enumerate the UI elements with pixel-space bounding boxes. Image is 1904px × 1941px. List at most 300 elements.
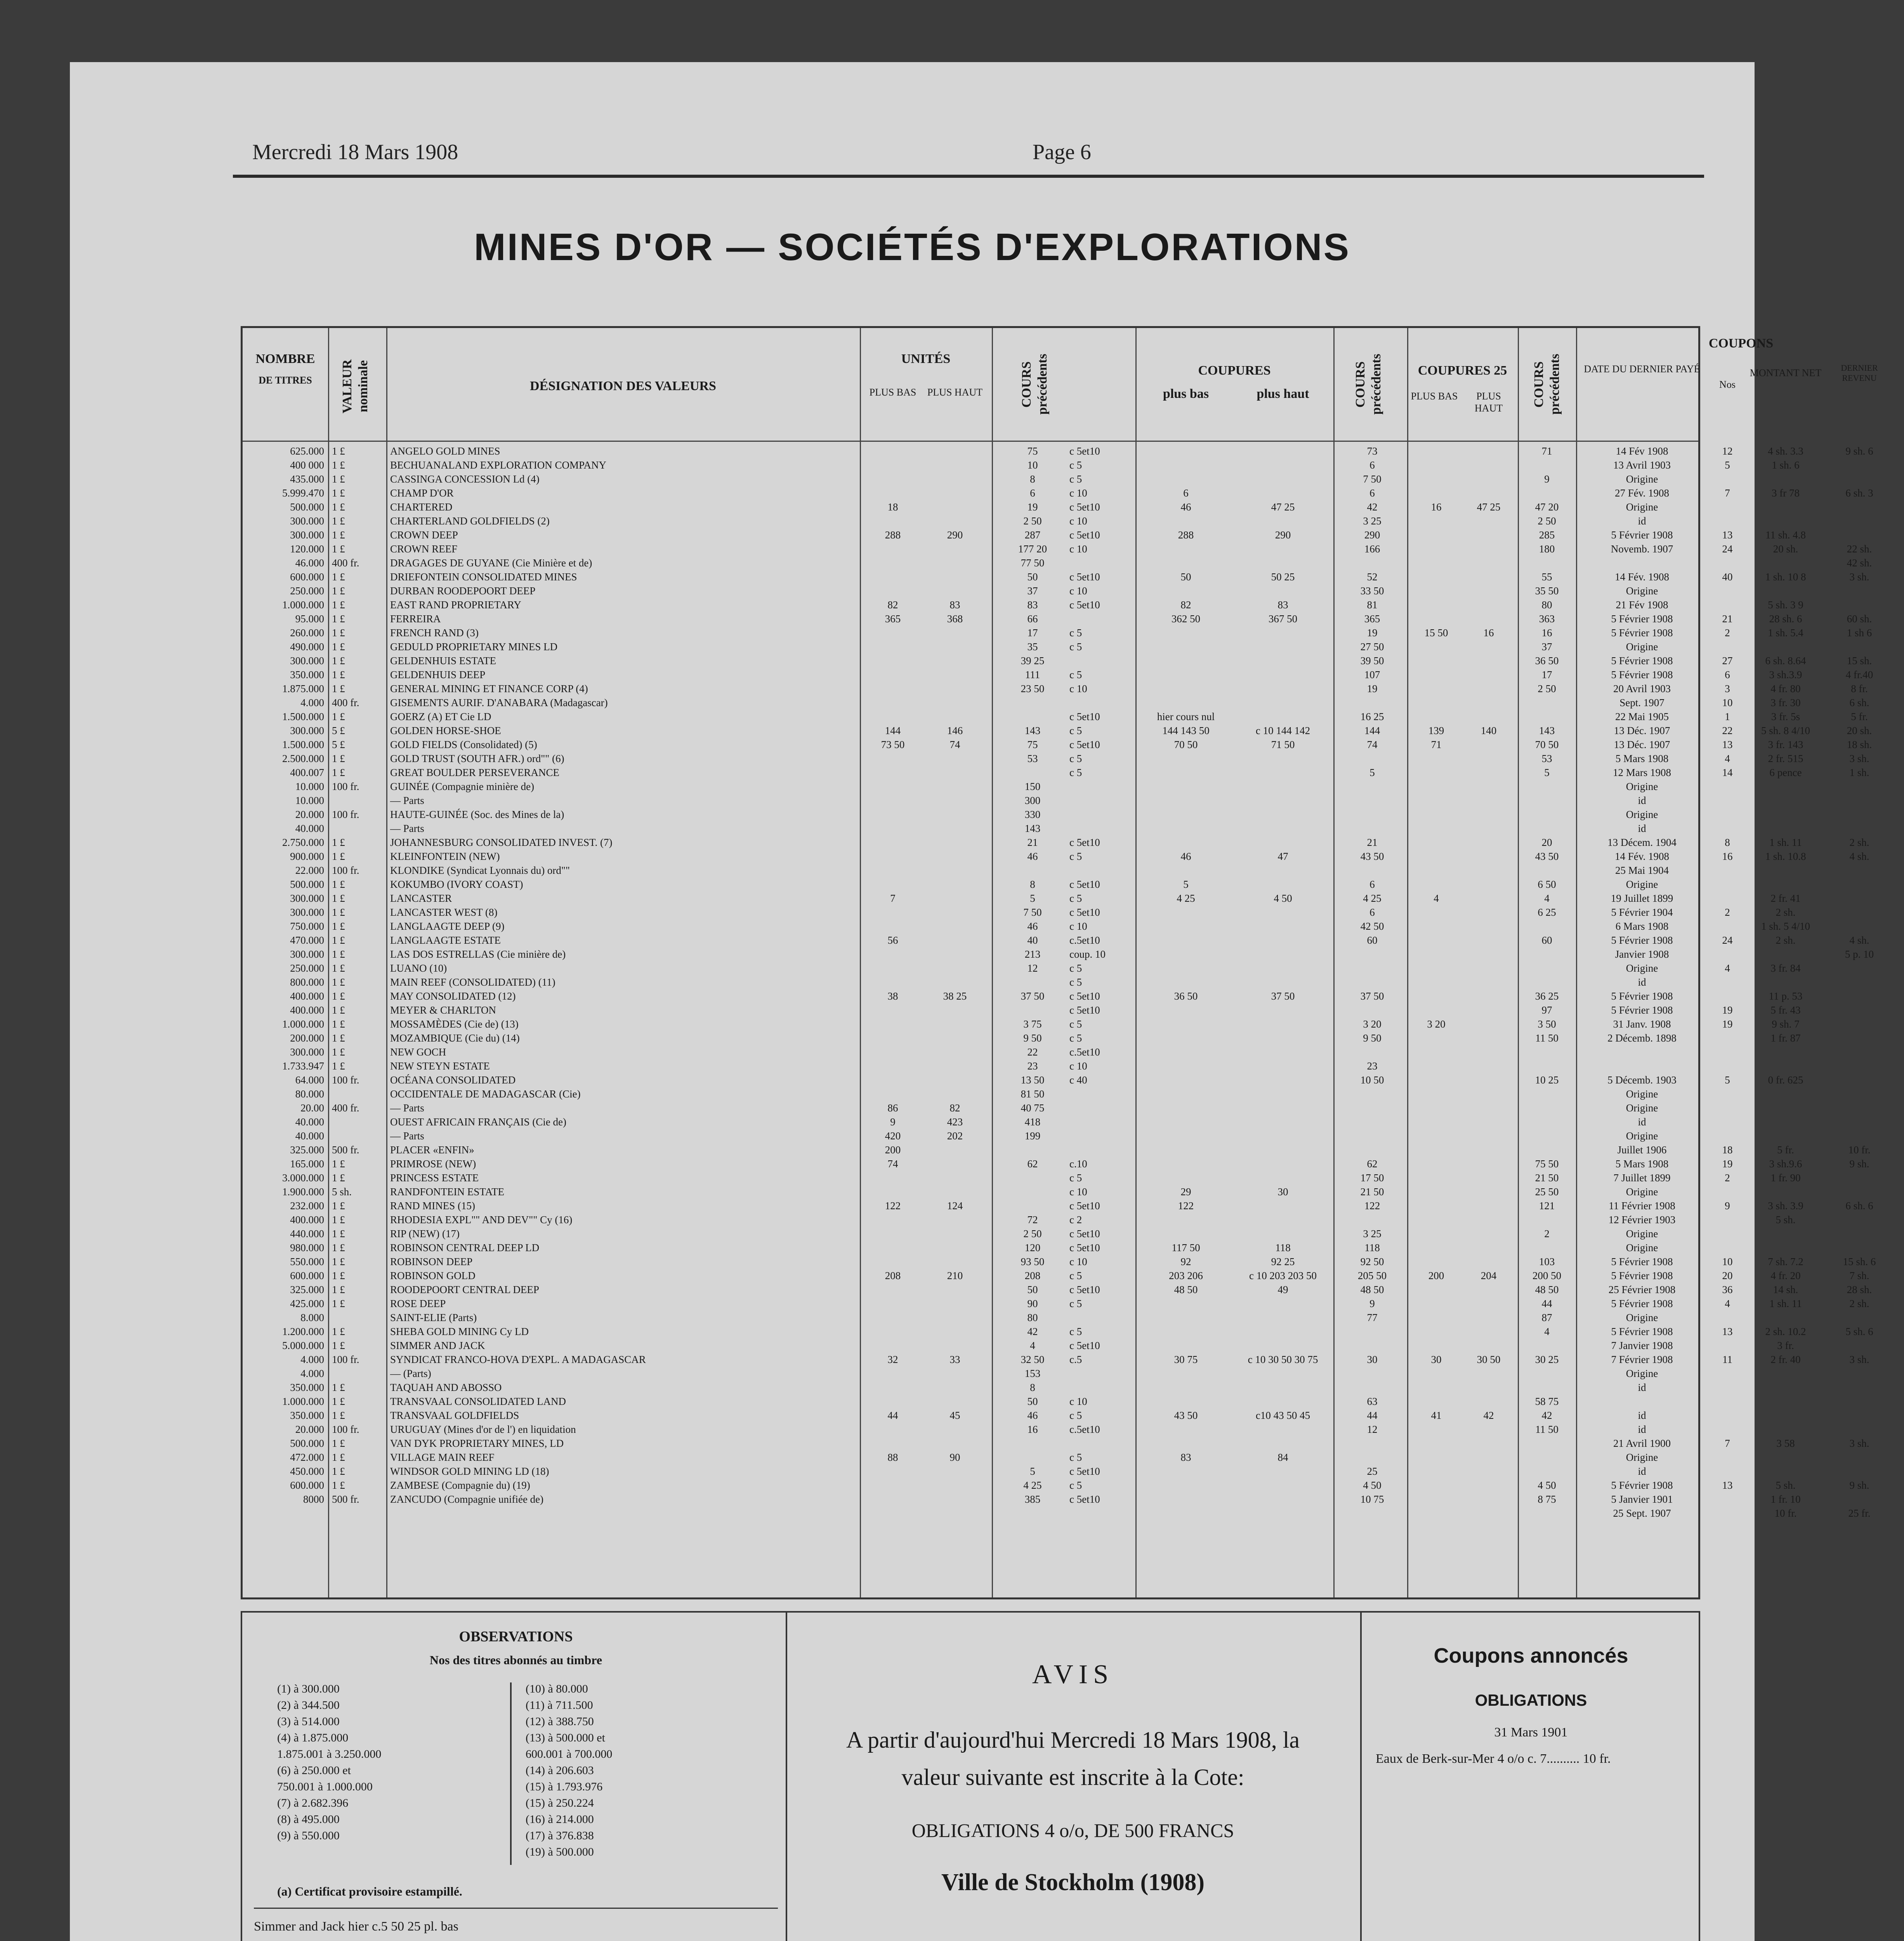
- cell-date: 13 Avril 1903: [1613, 459, 1671, 471]
- cell-b25: 139: [1428, 725, 1444, 736]
- cell-d: GEDULD PROPRIETARY MINES LD: [390, 641, 558, 653]
- cell-uh: 368: [947, 613, 963, 625]
- cell-c2: 6: [1369, 487, 1375, 499]
- cell-v: 1 £: [332, 529, 345, 541]
- table-row: [243, 1213, 1796, 1226]
- cell-date: 5 Février 1908: [1611, 1270, 1673, 1281]
- cell-c3: 35 50: [1535, 585, 1559, 597]
- cell-n: 325.000: [290, 1144, 324, 1156]
- cell-d: URUGUAY (Mines d'or de l') en liquidation: [390, 1424, 576, 1435]
- table-row: [243, 1339, 1794, 1352]
- cell-c1b: c 10: [1069, 543, 1087, 555]
- cell-c3: 70 50: [1535, 739, 1559, 750]
- cell-n: 500.000: [290, 501, 324, 513]
- cell-c1b: c 5: [1069, 1172, 1082, 1184]
- cell-c3: 87: [1541, 1312, 1552, 1323]
- cell-m: 6 sh. 8.64: [1765, 655, 1806, 667]
- cell-c1: 46: [1027, 851, 1038, 862]
- cell-c1: 12: [1027, 962, 1038, 974]
- cell-date: Origine: [1626, 641, 1658, 653]
- cell-ub: 144: [885, 725, 901, 736]
- cell-c3: 103: [1539, 1256, 1555, 1267]
- table-row: [243, 836, 1869, 849]
- cell-ch: 4 50: [1274, 892, 1292, 904]
- cell-v: 1 £: [332, 920, 345, 932]
- cell-m: 1 sh. 11: [1769, 1298, 1802, 1309]
- table-row: [243, 724, 1872, 737]
- cell-n: 500.000: [290, 1438, 324, 1449]
- cell-m: 4 fr. 80: [1770, 683, 1801, 694]
- cell-uh: 290: [947, 529, 963, 541]
- cell-c3: 180: [1539, 543, 1555, 555]
- cell-m: 1 fr. 90: [1770, 1172, 1801, 1184]
- cell-ch: 84: [1277, 1451, 1288, 1463]
- cell-m: 2 fr. 40: [1770, 1354, 1801, 1365]
- cell-c1b: c 5et10: [1069, 1004, 1100, 1016]
- cell-date: Origine: [1626, 809, 1658, 820]
- col-numero: Nos: [1719, 379, 1736, 390]
- cell-d: MOSSAMÈDES (Cie de) (13): [390, 1018, 519, 1030]
- cell-c1: 4 25: [1023, 1479, 1042, 1491]
- cell-d: OCÉANA CONSOLIDATED: [390, 1074, 516, 1086]
- cell-c1: 8: [1030, 878, 1035, 890]
- table-row: [243, 864, 1698, 877]
- table-row: [243, 584, 1698, 597]
- cell-m: 3 sh.3.9: [1769, 669, 1802, 681]
- cell-d: MAIN REEF (CONSOLIDATED) (11): [390, 976, 555, 988]
- cell-c3: 80: [1541, 599, 1552, 611]
- cell-d: KLEINFONTEIN (NEW): [390, 851, 500, 862]
- cell-d: LAS DOS ESTRELLAS (Cie minière de): [390, 948, 566, 960]
- cell-v: 1 £: [332, 1256, 345, 1267]
- coupons-annonces-box: [1368, 1644, 1694, 1838]
- avis-box: [805, 1659, 1341, 1941]
- observation-line: (1) à 300.000: [277, 1682, 340, 1695]
- cell-date: Origine: [1626, 878, 1658, 890]
- cell-n: 120.000: [290, 543, 324, 555]
- cell-d: ROBINSON DEEP: [390, 1256, 473, 1267]
- cell-d: GISEMENTS AURIF. D'ANABARA (Madagascar): [390, 697, 608, 708]
- cell-c2: 92 50: [1360, 1256, 1384, 1267]
- cell-h25: 30 50: [1477, 1354, 1501, 1365]
- cell-c2: 365: [1364, 613, 1380, 625]
- table-row: [243, 1003, 1801, 1017]
- cell-ub: 420: [885, 1130, 901, 1142]
- cell-n: 350.000: [290, 1382, 324, 1393]
- cell-no: 19: [1722, 1158, 1733, 1170]
- cell-no: 2: [1725, 1172, 1730, 1184]
- cell-ub: 288: [885, 529, 901, 541]
- cell-c1b: c 5: [1069, 1018, 1082, 1030]
- cell-c3: 4 50: [1538, 1479, 1556, 1491]
- table-row: [243, 780, 1698, 793]
- cell-n: 472.000: [290, 1451, 324, 1463]
- cell-v: 1 £: [332, 1284, 345, 1295]
- cell-no: 4: [1725, 1298, 1730, 1309]
- cell-d: SIMMER AND JACK: [390, 1340, 485, 1351]
- cell-no: 13: [1722, 739, 1733, 750]
- cell-c1b: c 5et10: [1069, 906, 1100, 918]
- cell-c1: 287: [1024, 529, 1041, 541]
- cell-m: 5 sh. 3 9: [1768, 599, 1803, 611]
- observation-line: (14) à 206.603: [526, 1764, 594, 1777]
- cell-m: 3 fr. 143: [1768, 739, 1803, 750]
- cell-c1: 13 50: [1021, 1074, 1045, 1086]
- middle-section: [241, 1611, 1700, 1941]
- cell-c1b: c.5: [1069, 1354, 1082, 1365]
- cell-r: 9 sh.: [1849, 1479, 1869, 1491]
- cell-c1: 3 75: [1023, 1018, 1042, 1030]
- cell-date: Origine: [1626, 1312, 1658, 1323]
- cell-b25: 3 20: [1427, 1018, 1446, 1030]
- cell-date: id: [1638, 1116, 1646, 1128]
- table-row: [243, 1115, 1698, 1128]
- cell-c3: 143: [1539, 725, 1555, 736]
- cell-c3: 121: [1539, 1200, 1555, 1212]
- cell-v: 1 £: [332, 851, 345, 862]
- cell-d: CROWN DEEP: [390, 529, 458, 541]
- cell-date: 5 Février 1908: [1611, 655, 1673, 667]
- table-row: [243, 514, 1698, 528]
- cell-d: GUINÉE (Compagnie minière de): [390, 781, 535, 792]
- cell-c2: 3 25: [1363, 1228, 1382, 1240]
- observation-line: (17) à 376.838: [526, 1829, 594, 1842]
- table-row: [243, 892, 1801, 905]
- cell-c3: 2 50: [1538, 515, 1556, 527]
- cell-n: 300.000: [290, 1046, 324, 1058]
- cell-v: 5 £: [332, 739, 345, 750]
- cell-n: 1.000.000: [282, 599, 324, 611]
- cell-cb: 92: [1180, 1256, 1191, 1267]
- cell-ch: 50 25: [1271, 571, 1295, 583]
- cell-c2: 10 50: [1360, 1074, 1384, 1086]
- cell-ch: 367 50: [1268, 613, 1298, 625]
- col-designation: DÉSIGNATION DES VALEURS: [530, 379, 716, 393]
- cell-d: ROBINSON CENTRAL DEEP LD: [390, 1242, 540, 1253]
- cell-n: 165.000: [290, 1158, 324, 1170]
- cell-uh: 124: [947, 1200, 963, 1212]
- cell-date: id: [1638, 515, 1646, 527]
- cell-c1b: c 5: [1069, 753, 1082, 764]
- cell-n: 350.000: [290, 669, 324, 681]
- table-row: [243, 612, 1872, 625]
- cell-c1: 72: [1027, 1214, 1038, 1226]
- cell-d: LANCASTER WEST (8): [390, 906, 498, 918]
- cell-r: 5 p. 10: [1845, 948, 1874, 960]
- cell-date: id: [1638, 795, 1646, 806]
- table-row: [243, 682, 1868, 695]
- cell-c3: 75 50: [1535, 1158, 1559, 1170]
- cell-c1b: c 5et10: [1069, 1200, 1100, 1212]
- cell-m: 4 sh. 3.3: [1768, 445, 1803, 457]
- cell-m: 14 sh.: [1773, 1284, 1798, 1295]
- cell-c1: 120: [1024, 1242, 1041, 1253]
- cell-date: 27 Fév. 1908: [1615, 487, 1669, 499]
- cell-c1: 40: [1027, 934, 1038, 946]
- cell-c3: 55: [1541, 571, 1552, 583]
- col-unites: UNITÉS: [901, 352, 951, 366]
- col-valeur: VALEUR nominale: [340, 359, 370, 413]
- table-row: [243, 1479, 1869, 1492]
- table-row: [243, 1283, 1872, 1296]
- cell-c1b: c 10: [1069, 487, 1087, 499]
- cell-date: Origine: [1626, 501, 1658, 513]
- cell-n: 4.000: [300, 697, 324, 708]
- cell-v: 5 sh.: [332, 1186, 352, 1198]
- cell-c1b: c 5: [1069, 851, 1082, 862]
- cell-no: 7: [1725, 487, 1730, 499]
- cell-c3: 21 50: [1535, 1172, 1559, 1184]
- cell-n: 80.000: [295, 1088, 324, 1100]
- table-row: [243, 486, 1873, 500]
- cell-no: 5: [1725, 1074, 1730, 1086]
- cell-n: 232.000: [290, 1200, 324, 1212]
- cell-c2: 4 50: [1363, 1479, 1382, 1491]
- cell-n: 64.000: [295, 1074, 324, 1086]
- cell-d: KLONDIKE (Syndicat Lyonnais du) ord"": [390, 865, 570, 876]
- cell-c1b: c 5et10: [1069, 878, 1100, 890]
- cell-n: 22.000: [295, 865, 324, 876]
- cell-n: 1.875.000: [282, 683, 324, 694]
- cell-date: 7 Juillet 1899: [1613, 1172, 1671, 1184]
- cell-date: 5 Février 1904: [1611, 906, 1673, 918]
- cell-ub: 88: [887, 1451, 898, 1463]
- observation-line: (2) à 344.500: [277, 1699, 340, 1712]
- cell-date: 5 Février 1908: [1611, 529, 1673, 541]
- cell-c2: 122: [1364, 1200, 1380, 1212]
- cell-v: 1 £: [332, 767, 345, 778]
- cell-d: CASSINGA CONCESSION Ld (4): [390, 473, 540, 485]
- cell-c1: 150: [1024, 781, 1041, 792]
- cell-c3: 200 50: [1532, 1270, 1562, 1281]
- col-coupures: COUPURES: [1198, 363, 1271, 378]
- cell-ub: 73 50: [881, 739, 905, 750]
- cell-v: 1 £: [332, 543, 345, 555]
- cell-v: 400 fr.: [332, 557, 359, 569]
- cell-d: NEW STEYN ESTATE: [390, 1060, 490, 1072]
- cell-cb: 46: [1180, 501, 1191, 513]
- cell-d: DRIEFONTEIN CONSOLIDATED MINES: [390, 571, 577, 583]
- cell-v: 1 £: [332, 1451, 345, 1463]
- cell-c1b: c 5et10: [1069, 837, 1100, 848]
- cell-r: 18 sh.: [1847, 739, 1872, 750]
- cell-c2: 63: [1367, 1396, 1378, 1407]
- cell-c3: 5: [1544, 767, 1550, 778]
- cell-ch: 47: [1277, 851, 1288, 862]
- cell-c3: 9: [1544, 473, 1550, 485]
- cell-m: 2 fr. 515: [1768, 753, 1803, 764]
- cell-r: 42 sh.: [1847, 557, 1872, 569]
- cell-m: 7 sh. 7.2: [1768, 1256, 1803, 1267]
- cell-b25: 4: [1434, 892, 1439, 904]
- cell-no: 5: [1725, 459, 1730, 471]
- cell-r: 1 sh.: [1849, 767, 1869, 778]
- cell-d: LANCASTER: [390, 892, 452, 904]
- cell-n: 46.000: [295, 557, 324, 569]
- table-row: [243, 1227, 1698, 1240]
- cell-d: OCCIDENTALE DE MADAGASCAR (Cie): [390, 1088, 581, 1100]
- cell-v: 1 £: [332, 627, 345, 639]
- cell-no: 8: [1725, 837, 1730, 848]
- table-row: [243, 1171, 1801, 1184]
- cell-uh: 210: [947, 1270, 963, 1281]
- table-row: [243, 948, 1874, 961]
- cell-c2: 6: [1369, 878, 1375, 890]
- cell-c2: 25: [1367, 1465, 1378, 1477]
- cell-c1b: c 40: [1069, 1074, 1087, 1086]
- cell-date: id: [1638, 1382, 1646, 1393]
- cell-c1b: c 5: [1069, 725, 1082, 736]
- cell-date: Origine: [1626, 1186, 1658, 1198]
- cell-date: 5 Février 1908: [1611, 990, 1673, 1002]
- cell-date: 25 Mai 1904: [1615, 865, 1669, 876]
- cell-c1: 32 50: [1021, 1354, 1045, 1365]
- cell-cb: 144 143 50: [1162, 725, 1210, 736]
- cell-d: CHARTERED: [390, 501, 453, 513]
- cell-v: 1 £: [332, 585, 345, 597]
- cell-d: EAST RAND PROPRIETARY: [390, 599, 521, 611]
- cell-m: 9 sh. 7: [1772, 1018, 1800, 1030]
- cell-date: 14 Fév. 1908: [1615, 851, 1669, 862]
- observation-line: (10) à 80.000: [526, 1682, 588, 1695]
- cell-v: 1 £: [332, 1032, 345, 1044]
- cell-c1b: coup. 10: [1069, 948, 1106, 960]
- cell-c3: 47 20: [1535, 501, 1559, 513]
- table-row: [243, 1199, 1873, 1212]
- cell-r: 7 sh.: [1849, 1270, 1869, 1281]
- cell-r: 22 sh.: [1847, 543, 1872, 555]
- cell-d: GENERAL MINING ET FINANCE CORP (4): [390, 683, 588, 694]
- cell-no: 4: [1725, 753, 1730, 764]
- table-row: [243, 1325, 1873, 1338]
- cell-v: 1 £: [332, 459, 345, 471]
- cell-m: 1 sh. 5 4/10: [1761, 920, 1810, 932]
- table-row: [243, 1241, 1698, 1254]
- cell-d: GELDENHUIS DEEP: [390, 669, 486, 681]
- cell-cb: 30 75: [1174, 1354, 1198, 1365]
- cell-d: — Parts: [390, 823, 424, 834]
- table-row: [243, 696, 1869, 709]
- cell-c2: 6: [1369, 906, 1375, 918]
- cell-c3: 8 75: [1538, 1493, 1556, 1505]
- cell-c3: 36 25: [1535, 990, 1559, 1002]
- cell-c3: 44: [1541, 1298, 1552, 1309]
- cell-cb: 29: [1180, 1186, 1191, 1198]
- cell-r: 2 sh.: [1849, 1298, 1869, 1309]
- cell-c3: 17: [1541, 669, 1552, 681]
- cell-v: 1 £: [332, 1046, 345, 1058]
- cell-cb: 70 50: [1174, 739, 1198, 750]
- cell-no: 3: [1725, 683, 1730, 694]
- cell-v: 100 fr.: [332, 1424, 359, 1435]
- cell-c2: 52: [1367, 571, 1378, 583]
- cell-n: 470.000: [290, 934, 324, 946]
- cell-n: 435.000: [290, 473, 324, 485]
- cell-n: 300.000: [290, 892, 324, 904]
- cell-date: Origine: [1626, 781, 1658, 792]
- cell-c2: 33 50: [1360, 585, 1384, 597]
- cell-n: 600.000: [290, 1270, 324, 1281]
- col-unites-haut: PLUS HAUT: [927, 387, 983, 398]
- cell-v: 1 £: [332, 892, 345, 904]
- observations-title: OBSERVATIONS: [459, 1628, 573, 1645]
- cell-c1b: c 5et10: [1069, 739, 1100, 750]
- cell-v: 1 £: [332, 1172, 345, 1184]
- cell-no: 12: [1722, 445, 1733, 457]
- cell-r: 25 fr.: [1848, 1507, 1871, 1519]
- cell-c3: 48 50: [1535, 1284, 1559, 1295]
- cell-n: 260.000: [290, 627, 324, 639]
- table-row: [243, 920, 1810, 933]
- cell-c3: 97: [1541, 1004, 1552, 1016]
- cell-m: 2 sh.: [1776, 934, 1796, 946]
- table-row: [243, 626, 1872, 639]
- avis-title: AVIS: [1032, 1660, 1114, 1689]
- cell-m: 3 fr. 30: [1770, 697, 1801, 708]
- cell-c1: 42: [1027, 1326, 1038, 1337]
- cell-d: GOERZ (A) ET Cie LD: [390, 711, 491, 722]
- cell-n: 300.000: [290, 529, 324, 541]
- cell-c1b: c 5: [1069, 962, 1082, 974]
- cell-c1: 143: [1024, 725, 1041, 736]
- table-row: [243, 1129, 1698, 1142]
- cell-no: 19: [1722, 1018, 1733, 1030]
- table-row: [243, 654, 1872, 667]
- cell-uh: 423: [947, 1116, 963, 1128]
- cell-no: 9: [1725, 1200, 1730, 1212]
- cell-c2: 10 75: [1360, 1493, 1384, 1505]
- cell-d: SAINT-ELIE (Parts): [390, 1312, 477, 1323]
- cell-n: 300.000: [290, 725, 324, 736]
- cell-c1: 330: [1024, 809, 1041, 820]
- cell-d: VILLAGE MAIN REEF: [390, 1451, 495, 1463]
- cell-d: GOLD FIELDS (Consolidated) (5): [390, 739, 537, 750]
- cell-m: 3 fr 78: [1772, 487, 1800, 499]
- cell-n: 400.000: [290, 1214, 324, 1226]
- cell-c1b: c 5: [1069, 1270, 1082, 1281]
- cell-c3: 58 75: [1535, 1396, 1559, 1407]
- cell-c1b: c 5: [1069, 1479, 1082, 1491]
- cell-n: 300.000: [290, 515, 324, 527]
- cell-date: 12 Mars 1908: [1613, 767, 1671, 778]
- cell-r: 28 sh.: [1847, 1284, 1872, 1295]
- cell-no: 24: [1722, 934, 1733, 946]
- cell-c2: 77: [1367, 1312, 1378, 1323]
- table-row: [243, 752, 1869, 765]
- cell-c2: 12: [1367, 1424, 1378, 1435]
- cell-v: 1 £: [332, 683, 345, 694]
- cell-c1: 83: [1027, 599, 1038, 611]
- cell-no: 6: [1725, 669, 1730, 681]
- col-cours-2: COURS précédents: [1353, 354, 1383, 415]
- page-number: Page 6: [1033, 140, 1091, 164]
- cell-n: 500.000: [290, 878, 324, 890]
- cell-c2: 21 50: [1360, 1186, 1384, 1198]
- cell-v: 1 £: [332, 962, 345, 974]
- cell-n: 10.000: [295, 781, 324, 792]
- cell-ch: 37 50: [1271, 990, 1295, 1002]
- cell-uh: 83: [949, 599, 960, 611]
- cell-date: id: [1638, 1465, 1646, 1477]
- cell-m: 4 fr. 20: [1770, 1270, 1801, 1281]
- cell-date: 22 Mai 1905: [1615, 711, 1669, 722]
- cell-n: 750.000: [290, 920, 324, 932]
- cell-d: — Parts: [390, 795, 424, 806]
- cell-c1: 75: [1027, 739, 1038, 750]
- table-row: [243, 738, 1872, 751]
- cell-c1b: c 5: [1069, 1298, 1082, 1309]
- cell-c2: 27 50: [1360, 641, 1384, 653]
